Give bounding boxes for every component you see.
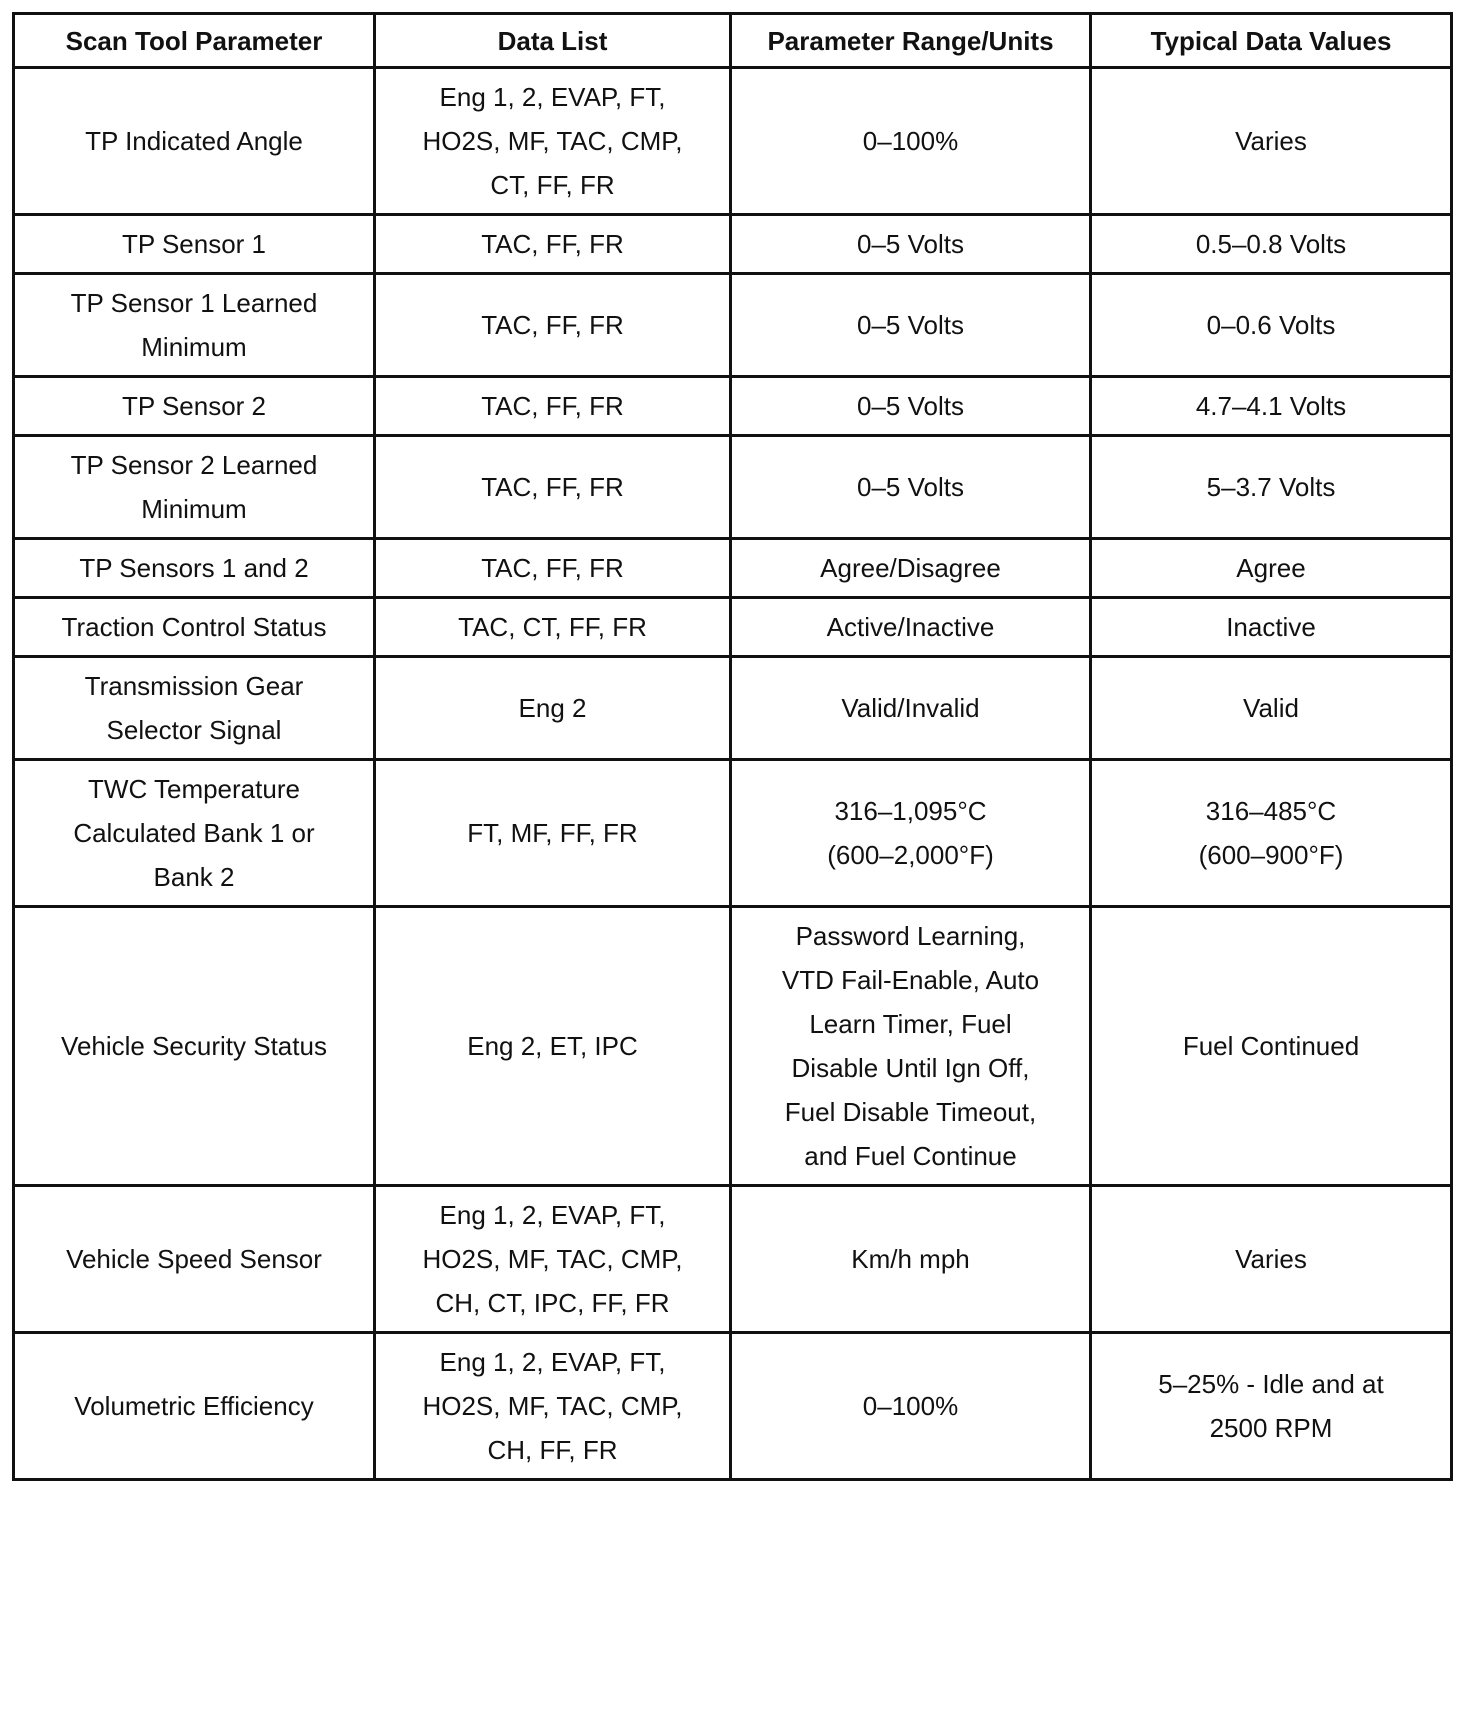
table-row — [14, 215, 1452, 274]
cell-typical-value: Agree — [1091, 539, 1452, 598]
cell-data-list: Eng 1, 2, EVAP, FT, HO2S, MF, TAC, CMP, CH, CT, IPC, FF, FR — [375, 1186, 731, 1333]
table-row — [14, 760, 1452, 907]
cell-typical-value: Varies — [1091, 68, 1452, 215]
cell-data-list: TAC, FF, FR — [375, 377, 731, 436]
cell-data-list: FT, MF, FF, FR — [375, 760, 731, 907]
cell-parameter: TP Sensor 1 — [14, 215, 375, 274]
header-scan-tool-parameter: Scan Tool Parameter — [14, 14, 375, 68]
cell-data-list: Eng 2 — [375, 657, 731, 760]
cell-typical-value: Valid — [1091, 657, 1452, 760]
header-data-list: Data List — [375, 14, 731, 68]
cell-range-units: 0–5 Volts — [731, 274, 1091, 377]
cell-parameter: Vehicle Security Status — [14, 907, 375, 1186]
header-typical-data-values: Typical Data Values — [1091, 14, 1452, 68]
cell-data-list: TAC, FF, FR — [375, 274, 731, 377]
cell-typical-value: 0–0.6 Volts — [1091, 274, 1452, 377]
cell-typical-value: 316–485°C (600–900°F) — [1091, 760, 1452, 907]
cell-parameter: Traction Control Status — [14, 598, 375, 657]
cell-typical-value: 5–25% - Idle and at 2500 RPM — [1091, 1333, 1452, 1480]
cell-range-units: Active/Inactive — [731, 598, 1091, 657]
table-row — [14, 907, 1452, 1186]
cell-parameter: Vehicle Speed Sensor — [14, 1186, 375, 1333]
table-row — [14, 539, 1452, 598]
cell-range-units: 0–100% — [731, 1333, 1091, 1480]
cell-data-list: TAC, FF, FR — [375, 215, 731, 274]
cell-parameter: Transmission Gear Selector Signal — [14, 657, 375, 760]
cell-range-units: 0–5 Volts — [731, 215, 1091, 274]
cell-data-list: Eng 2, ET, IPC — [375, 907, 731, 1186]
cell-typical-value: Inactive — [1091, 598, 1452, 657]
cell-range-units: Agree/Disagree — [731, 539, 1091, 598]
cell-data-list: TAC, FF, FR — [375, 436, 731, 539]
table-row — [14, 598, 1452, 657]
cell-range-units: Valid/Invalid — [731, 657, 1091, 760]
cell-range-units: Password Learning, VTD Fail-Enable, Auto Learn Timer, Fuel Disable Until Ign Off, Fuel Disable Timeout, and Fuel Continue — [731, 907, 1091, 1186]
cell-typical-value: Fuel Continued — [1091, 907, 1452, 1186]
header-row — [14, 14, 1452, 68]
cell-data-list: TAC, CT, FF, FR — [375, 598, 731, 657]
cell-range-units: 0–5 Volts — [731, 377, 1091, 436]
table-row — [14, 68, 1452, 215]
table-row — [14, 1333, 1452, 1480]
cell-typical-value: 0.5–0.8 Volts — [1091, 215, 1452, 274]
scan-tool-data-table — [12, 12, 1453, 1481]
table-row — [14, 377, 1452, 436]
table-row — [14, 657, 1452, 760]
header-parameter-range-units: Parameter Range/Units — [731, 14, 1091, 68]
cell-typical-value: 5–3.7 Volts — [1091, 436, 1452, 539]
cell-range-units: 0–100% — [731, 68, 1091, 215]
cell-data-list: Eng 1, 2, EVAP, FT, HO2S, MF, TAC, CMP, CH, FF, FR — [375, 1333, 731, 1480]
cell-range-units: 316–1,095°C (600–2,000°F) — [731, 760, 1091, 907]
cell-parameter: TWC Temperature Calculated Bank 1 or Bank 2 — [14, 760, 375, 907]
cell-parameter: TP Indicated Angle — [14, 68, 375, 215]
table-row — [14, 436, 1452, 539]
cell-parameter: TP Sensor 1 Learned Minimum — [14, 274, 375, 377]
cell-parameter: TP Sensors 1 and 2 — [14, 539, 375, 598]
cell-parameter: TP Sensor 2 Learned Minimum — [14, 436, 375, 539]
cell-parameter: TP Sensor 2 — [14, 377, 375, 436]
cell-typical-value: 4.7–4.1 Volts — [1091, 377, 1452, 436]
cell-data-list: TAC, FF, FR — [375, 539, 731, 598]
cell-parameter: Volumetric Efficiency — [14, 1333, 375, 1480]
cell-range-units: Km/h mph — [731, 1186, 1091, 1333]
cell-range-units: 0–5 Volts — [731, 436, 1091, 539]
cell-typical-value: Varies — [1091, 1186, 1452, 1333]
cell-data-list: Eng 1, 2, EVAP, FT, HO2S, MF, TAC, CMP, CT, FF, FR — [375, 68, 731, 215]
table-row — [14, 1186, 1452, 1333]
table-row — [14, 274, 1452, 377]
